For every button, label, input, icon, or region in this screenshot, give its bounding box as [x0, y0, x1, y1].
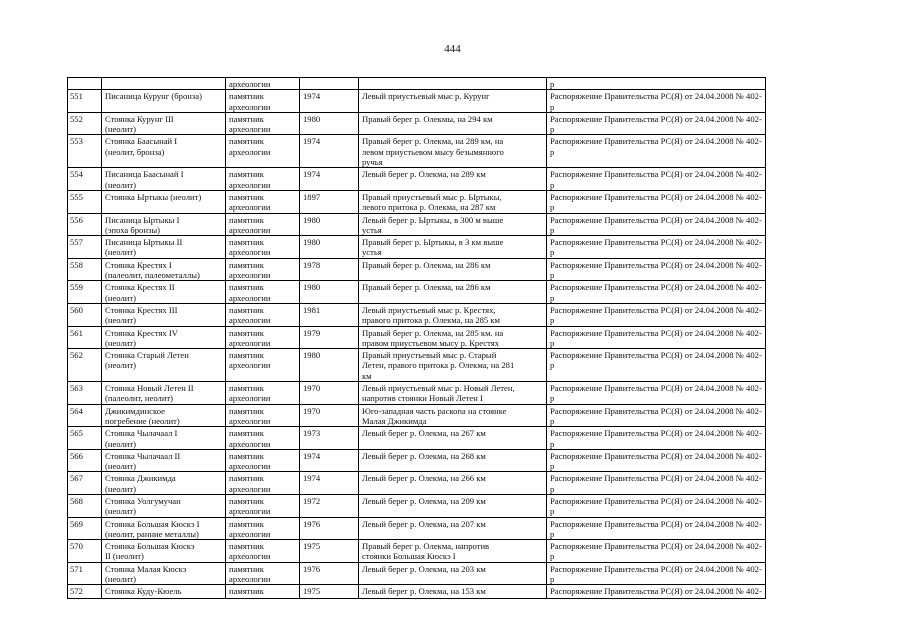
monument-name-cell: Стоянка Ыртыкы (неолит) — [102, 190, 226, 213]
location-cell: Правый берег р. Олекма, напротив стоянки Большая Кюскэ I — [359, 540, 547, 563]
location-cell: Левый приустьевый мыс р. Крестях, правого притока р. Олекма, на 285 км — [359, 303, 547, 326]
row-number-cell — [68, 78, 102, 90]
discovery-year-cell: 1980 — [300, 213, 359, 236]
discovery-year-cell: 1980 — [300, 112, 359, 135]
row-number-cell: 561 — [68, 326, 102, 349]
page-number: 444 — [444, 43, 461, 55]
legal-document-cell: Распоряжение Правительства РС(Я) от 24.04.2008 № 402- р — [547, 382, 766, 405]
monument-name-cell: Писаница Баасынай I (неолит) — [102, 168, 226, 191]
location-cell: Правый приустьевый мыс р. Старый Летен, правого притока р. Олекма, на 281 км — [359, 349, 547, 382]
location-cell: Правый берег р. Олекмы, на 294 км — [359, 112, 547, 135]
monument-name-cell: Стоянка Старый Летен (неолит) — [102, 349, 226, 382]
discovery-year-cell: 1980 — [300, 349, 359, 382]
legal-document-cell: Распоряжение Правительства РС(Я) от 24.04.2008 № 402- р — [547, 190, 766, 213]
location-cell: Левый берег р. Олекма, на 267 км — [359, 427, 547, 450]
row-number-cell: 572 — [68, 585, 102, 599]
legal-document-cell: Распоряжение Правительства РС(Я) от 24.04.2008 № 402- р — [547, 404, 766, 427]
table-row — [68, 236, 766, 259]
monument-type-cell: памятник археологии — [226, 190, 300, 213]
monument-type-cell: памятник археологии — [226, 281, 300, 304]
discovery-year-cell: 1976 — [300, 517, 359, 540]
location-cell: Юго-западная часть раскопа на стоянке Малая Джикимда — [359, 404, 547, 427]
location-cell: Левый берег р. Ыртыкы, в 300 м выше устья — [359, 213, 547, 236]
table-row — [68, 404, 766, 427]
monument-type-cell: памятник — [226, 585, 300, 599]
monument-name-cell: Стоянка Крестях I (палеолит, палеометаллы) — [102, 258, 226, 281]
legal-document-cell: Распоряжение Правительства РС(Я) от 24.04.2008 № 402- р — [547, 449, 766, 472]
monument-type-cell: памятник археологии — [226, 472, 300, 495]
location-cell: Левый берег р. Олекма, на 268 км — [359, 449, 547, 472]
legal-document-cell: Распоряжение Правительства РС(Я) от 24.04.2008 № 402- р — [547, 349, 766, 382]
monument-type-cell: памятник археологии — [226, 404, 300, 427]
monument-type-cell: памятник археологии — [226, 449, 300, 472]
legal-document-cell: Распоряжение Правительства РС(Я) от 24.04.2008 № 402- р — [547, 112, 766, 135]
monument-name-cell: Стоянка Крестях IV (неолит) — [102, 326, 226, 349]
legal-document-cell: Распоряжение Правительства РС(Я) от 24.04.2008 № 402- р — [547, 517, 766, 540]
location-cell — [359, 78, 547, 90]
legal-document-cell: Распоряжение Правительства РС(Я) от 24.04.2008 № 402- р — [547, 135, 766, 168]
monument-type-cell: памятник археологии — [226, 562, 300, 585]
table-row — [68, 326, 766, 349]
monument-name-cell: Писаница Ыртыкы II (неолит) — [102, 236, 226, 259]
location-cell: Левый берег р. Олекма, на 289 км — [359, 168, 547, 191]
discovery-year-cell: 1970 — [300, 404, 359, 427]
discovery-year-cell: 1972 — [300, 494, 359, 517]
location-cell: Левый берег р. Олекма, на 266 км — [359, 472, 547, 495]
row-number-cell: 563 — [68, 382, 102, 405]
location-cell: Правый берег р. Олекма, на 286 км — [359, 281, 547, 304]
monument-type-cell: памятник археологии — [226, 349, 300, 382]
table-row — [68, 562, 766, 585]
table-row — [68, 90, 766, 113]
row-number-cell: 564 — [68, 404, 102, 427]
row-number-cell: 557 — [68, 236, 102, 259]
monument-type-cell: памятник археологии — [226, 427, 300, 450]
discovery-year-cell: 1974 — [300, 90, 359, 113]
discovery-year-cell: 1979 — [300, 326, 359, 349]
legal-document-cell: Распоряжение Правительства РС(Я) от 24.04.2008 № 402- р — [547, 213, 766, 236]
legal-document-cell: Распоряжение Правительства РС(Я) от 24.04.2008 № 402- р — [547, 562, 766, 585]
monument-name-cell: Стоянка Большая Кюскэ II (неолит) — [102, 540, 226, 563]
monuments-table — [67, 77, 766, 599]
discovery-year-cell: 1980 — [300, 281, 359, 304]
location-cell: Правый берег р. Олекма, на 286 км — [359, 258, 547, 281]
row-number-cell: 559 — [68, 281, 102, 304]
discovery-year-cell: 1974 — [300, 449, 359, 472]
table-row — [68, 585, 766, 599]
table-row — [68, 78, 766, 90]
discovery-year-cell: 1975 — [300, 585, 359, 599]
monument-name-cell: Стоянка Чылачаал II (неолит) — [102, 449, 226, 472]
legal-document-cell: Распоряжение Правительства РС(Я) от 24.04.2008 № 402- р — [547, 90, 766, 113]
legal-document-cell: Распоряжение Правительства РС(Я) от 24.04.2008 № 402- р — [547, 326, 766, 349]
monument-name-cell — [102, 78, 226, 90]
monument-type-cell: памятник археологии — [226, 236, 300, 259]
legal-document-cell: р — [547, 78, 766, 90]
monument-type-cell: памятник археологии — [226, 90, 300, 113]
monument-type-cell: памятник археологии — [226, 213, 300, 236]
table-row — [68, 517, 766, 540]
location-cell: Правый берег р. Олекма, на 285 км. на правом приустьевом мысу р. Крестях — [359, 326, 547, 349]
discovery-year-cell: 1974 — [300, 168, 359, 191]
monument-name-cell: Стоянка Курунг III (неолит) — [102, 112, 226, 135]
row-number-cell: 556 — [68, 213, 102, 236]
legal-document-cell: Распоряжение Правительства РС(Я) от 24.04.2008 № 402- р — [547, 540, 766, 563]
table-row — [68, 303, 766, 326]
location-cell: Левый приустьевый мыс р. Новый Летен, напротив стоянки Новый Летен I — [359, 382, 547, 405]
location-cell: Правый берег р. Олекма, на 289 км, на левом приустьевом мысу безымянного ручья — [359, 135, 547, 168]
discovery-year-cell: 1897 — [300, 190, 359, 213]
monument-type-cell: памятник археологии — [226, 168, 300, 191]
row-number-cell: 570 — [68, 540, 102, 563]
row-number-cell: 568 — [68, 494, 102, 517]
monument-name-cell: Стоянка Малая Кюскэ (неолит) — [102, 562, 226, 585]
discovery-year-cell: 1976 — [300, 562, 359, 585]
monument-name-cell: Писаница Курунг (бронза) — [102, 90, 226, 113]
legal-document-cell: Распоряжение Правительства РС(Я) от 24.04.2008 № 402- р — [547, 258, 766, 281]
table-row — [68, 472, 766, 495]
table-row — [68, 349, 766, 382]
legal-document-cell: Распоряжение Правительства РС(Я) от 24.04.2008 № 402- р — [547, 494, 766, 517]
discovery-year-cell: 1974 — [300, 135, 359, 168]
row-number-cell: 562 — [68, 349, 102, 382]
table-row — [68, 281, 766, 304]
location-cell: Левый берег р. Олекма, на 153 км — [359, 585, 547, 599]
monument-name-cell: Писаница Ыртыкы I (эпоха бронзы) — [102, 213, 226, 236]
table-row — [68, 135, 766, 168]
row-number-cell: 560 — [68, 303, 102, 326]
monument-type-cell: памятник археологии — [226, 326, 300, 349]
row-number-cell: 569 — [68, 517, 102, 540]
discovery-year-cell: 1970 — [300, 382, 359, 405]
table-row — [68, 449, 766, 472]
row-number-cell: 567 — [68, 472, 102, 495]
legal-document-cell: Распоряжение Правительства РС(Я) от 24.04.2008 № 402- р — [547, 303, 766, 326]
discovery-year-cell: 1978 — [300, 258, 359, 281]
monument-name-cell: Стоянка Уолгумучан (неолит) — [102, 494, 226, 517]
table-row — [68, 427, 766, 450]
monument-type-cell: памятник археологии — [226, 303, 300, 326]
row-number-cell: 571 — [68, 562, 102, 585]
location-cell: Правый приустьевый мыс р. Ыртыкы, левого притока р. Олекма, на 287 км — [359, 190, 547, 213]
monument-type-cell: памятник археологии — [226, 258, 300, 281]
monument-type-cell: памятник археологии — [226, 494, 300, 517]
legal-document-cell: Распоряжение Правительства РС(Я) от 24.04.2008 № 402- р — [547, 236, 766, 259]
legal-document-cell: Распоряжение Правительства РС(Я) от 24.04.2008 № 402- — [547, 585, 766, 599]
monument-name-cell: Стоянка Чылачаал I (неолит) — [102, 427, 226, 450]
monument-type-cell: памятник археологии — [226, 382, 300, 405]
discovery-year-cell: 1974 — [300, 472, 359, 495]
row-number-cell: 554 — [68, 168, 102, 191]
row-number-cell: 566 — [68, 449, 102, 472]
table-row — [68, 112, 766, 135]
monument-name-cell: Стоянка Баасынай I (неолит, бронза) — [102, 135, 226, 168]
location-cell: Левый приустьевый мыс р. Курунг — [359, 90, 547, 113]
discovery-year-cell: 1980 — [300, 236, 359, 259]
legal-document-cell: Распоряжение Правительства РС(Я) от 24.04.2008 № 402- р — [547, 472, 766, 495]
row-number-cell: 552 — [68, 112, 102, 135]
monument-name-cell: Стоянка Новый Летен II (палеолит, неолит) — [102, 382, 226, 405]
monument-name-cell: Джикимдинское погребение (неолит) — [102, 404, 226, 427]
row-number-cell: 551 — [68, 90, 102, 113]
monument-name-cell: Стоянка Крестях II (неолит) — [102, 281, 226, 304]
location-cell: Левый берег р. Олекма, на 203 км — [359, 562, 547, 585]
location-cell: Правый берег р. Ыртыкы, в 3 км выше устья — [359, 236, 547, 259]
monument-type-cell: памятник археологии — [226, 517, 300, 540]
location-cell: Левый берег р. Олекма, на 207 км — [359, 517, 547, 540]
table-row — [68, 168, 766, 191]
row-number-cell: 555 — [68, 190, 102, 213]
row-number-cell: 553 — [68, 135, 102, 168]
monuments-table-body — [68, 78, 766, 599]
monument-type-cell: памятник археологии — [226, 540, 300, 563]
row-number-cell: 558 — [68, 258, 102, 281]
table-row — [68, 190, 766, 213]
monument-name-cell: Стоянка Большая Кюскэ I (неолит, ранние металлы) — [102, 517, 226, 540]
monument-type-cell: археологии — [226, 78, 300, 90]
monument-name-cell: Стоянка Крестях III (неолит) — [102, 303, 226, 326]
legal-document-cell: Распоряжение Правительства РС(Я) от 24.04.2008 № 402- р — [547, 427, 766, 450]
discovery-year-cell: 1973 — [300, 427, 359, 450]
row-number-cell: 565 — [68, 427, 102, 450]
table-row — [68, 213, 766, 236]
table-row — [68, 258, 766, 281]
monument-type-cell: памятник археологии — [226, 135, 300, 168]
legal-document-cell: Распоряжение Правительства РС(Я) от 24.04.2008 № 402- р — [547, 281, 766, 304]
discovery-year-cell: 1981 — [300, 303, 359, 326]
location-cell: Левый берег р. Олекма, на 209 км — [359, 494, 547, 517]
table-row — [68, 540, 766, 563]
table-row — [68, 382, 766, 405]
monument-type-cell: памятник археологии — [226, 112, 300, 135]
table-row — [68, 494, 766, 517]
monument-name-cell: Стоянка Джикимда (неолит) — [102, 472, 226, 495]
discovery-year-cell — [300, 78, 359, 90]
discovery-year-cell: 1975 — [300, 540, 359, 563]
monument-name-cell: Стоянка Куду-Кюель — [102, 585, 226, 599]
legal-document-cell: Распоряжение Правительства РС(Я) от 24.04.2008 № 402- р — [547, 168, 766, 191]
